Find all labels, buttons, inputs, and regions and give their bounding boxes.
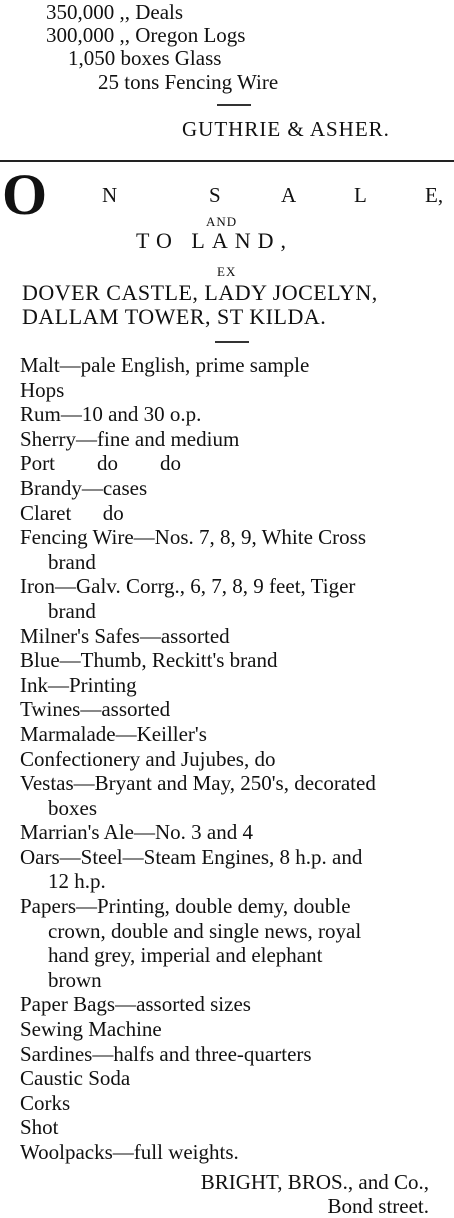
list-item: Milner's Safes—assorted	[20, 623, 230, 648]
footer-signature	[201, 1170, 429, 1218]
list-item: Marrian's Ale—No. 3 and 4	[20, 820, 253, 845]
stock-line-oregon-logs: 300,000 ,, Oregon Logs	[46, 23, 246, 47]
list-item: Woolpacks—full weights.	[20, 1140, 239, 1164]
list-item: Sardines—halfs and three-quarters	[20, 1041, 312, 1066]
heading-letter-a: A	[281, 183, 297, 207]
heading-letter-e: E,	[425, 183, 444, 207]
signature-guthrie-asher: GUTHRIE & ASHER.	[182, 117, 390, 141]
stock-line-glass: 1,050 boxes Glass	[68, 46, 222, 70]
list-item: Sherry—fine and medium	[20, 426, 240, 451]
list-item: Hops	[20, 377, 65, 402]
heading-letter-n: N	[102, 183, 118, 207]
list-item: Caustic Soda	[20, 1066, 131, 1091]
list-item: Marmalade—Keiller's	[20, 721, 207, 746]
list-item: Oars—Steel—Steam Engines, 8 h.p. and 12 h.p.	[20, 844, 363, 894]
list-item: Blue—Thumb, Reckitt's brand	[20, 648, 278, 673]
drop-cap-o: O	[2, 162, 48, 227]
stock-line-deals: 350,000 ,, Deals	[46, 0, 184, 24]
heading-letter-l: L	[354, 183, 367, 207]
heading-letter-s: S	[209, 183, 221, 207]
list-item: Port do do	[20, 451, 182, 476]
list-item: Claret do	[20, 500, 124, 525]
and-word: AND	[206, 214, 238, 229]
list-item: Rum—10 and 30 o.p.	[20, 402, 202, 427]
list-item: Papers—Printing, double demy, double crown, double and single news, royal hand grey, imperial and elephant brown	[20, 894, 362, 992]
list-item: Malt—pale English, prime sample	[20, 353, 310, 377]
ships-line-2: DALLAM TOWER, ST KILDA.	[22, 304, 327, 329]
list-item: Ink—Printing	[20, 672, 137, 697]
list-item: Corks	[20, 1090, 71, 1115]
list-item: Iron—Galv. Corrg., 6, 7, 8, 9 feet, Tiger brand	[20, 574, 356, 623]
list-item: Shot	[20, 1115, 59, 1140]
list-item: Paper Bags—assorted sizes	[20, 992, 251, 1017]
list-item: Vestas—Bryant and May, 250's, decorated boxes	[20, 771, 376, 820]
to-land-heading: TO LAND,	[136, 228, 294, 253]
short-rule	[217, 104, 251, 106]
stock-line-fencing-wire: 25 tons Fencing Wire	[98, 70, 279, 94]
firm-name: BRIGHT, BROS., and Co.,	[200, 1170, 429, 1194]
goods-list	[20, 353, 452, 1165]
ex-word: EX	[217, 264, 237, 279]
short-rule-2	[215, 341, 249, 343]
list-item: Sewing Machine	[20, 1017, 162, 1042]
ships-line-1: DOVER CASTLE, LADY JOCELYN,	[22, 280, 378, 305]
firm-address: Bond street.	[327, 1194, 429, 1218]
list-item: Confectionery and Jujubes, do	[20, 746, 276, 771]
stock-list	[0, 0, 454, 155]
section-divider	[0, 160, 454, 162]
list-item: Twines—assorted	[20, 697, 171, 722]
list-item: Brandy—cases	[20, 475, 148, 500]
list-item: Fencing Wire—Nos. 7, 8, 9, White Cross brand	[20, 525, 367, 574]
